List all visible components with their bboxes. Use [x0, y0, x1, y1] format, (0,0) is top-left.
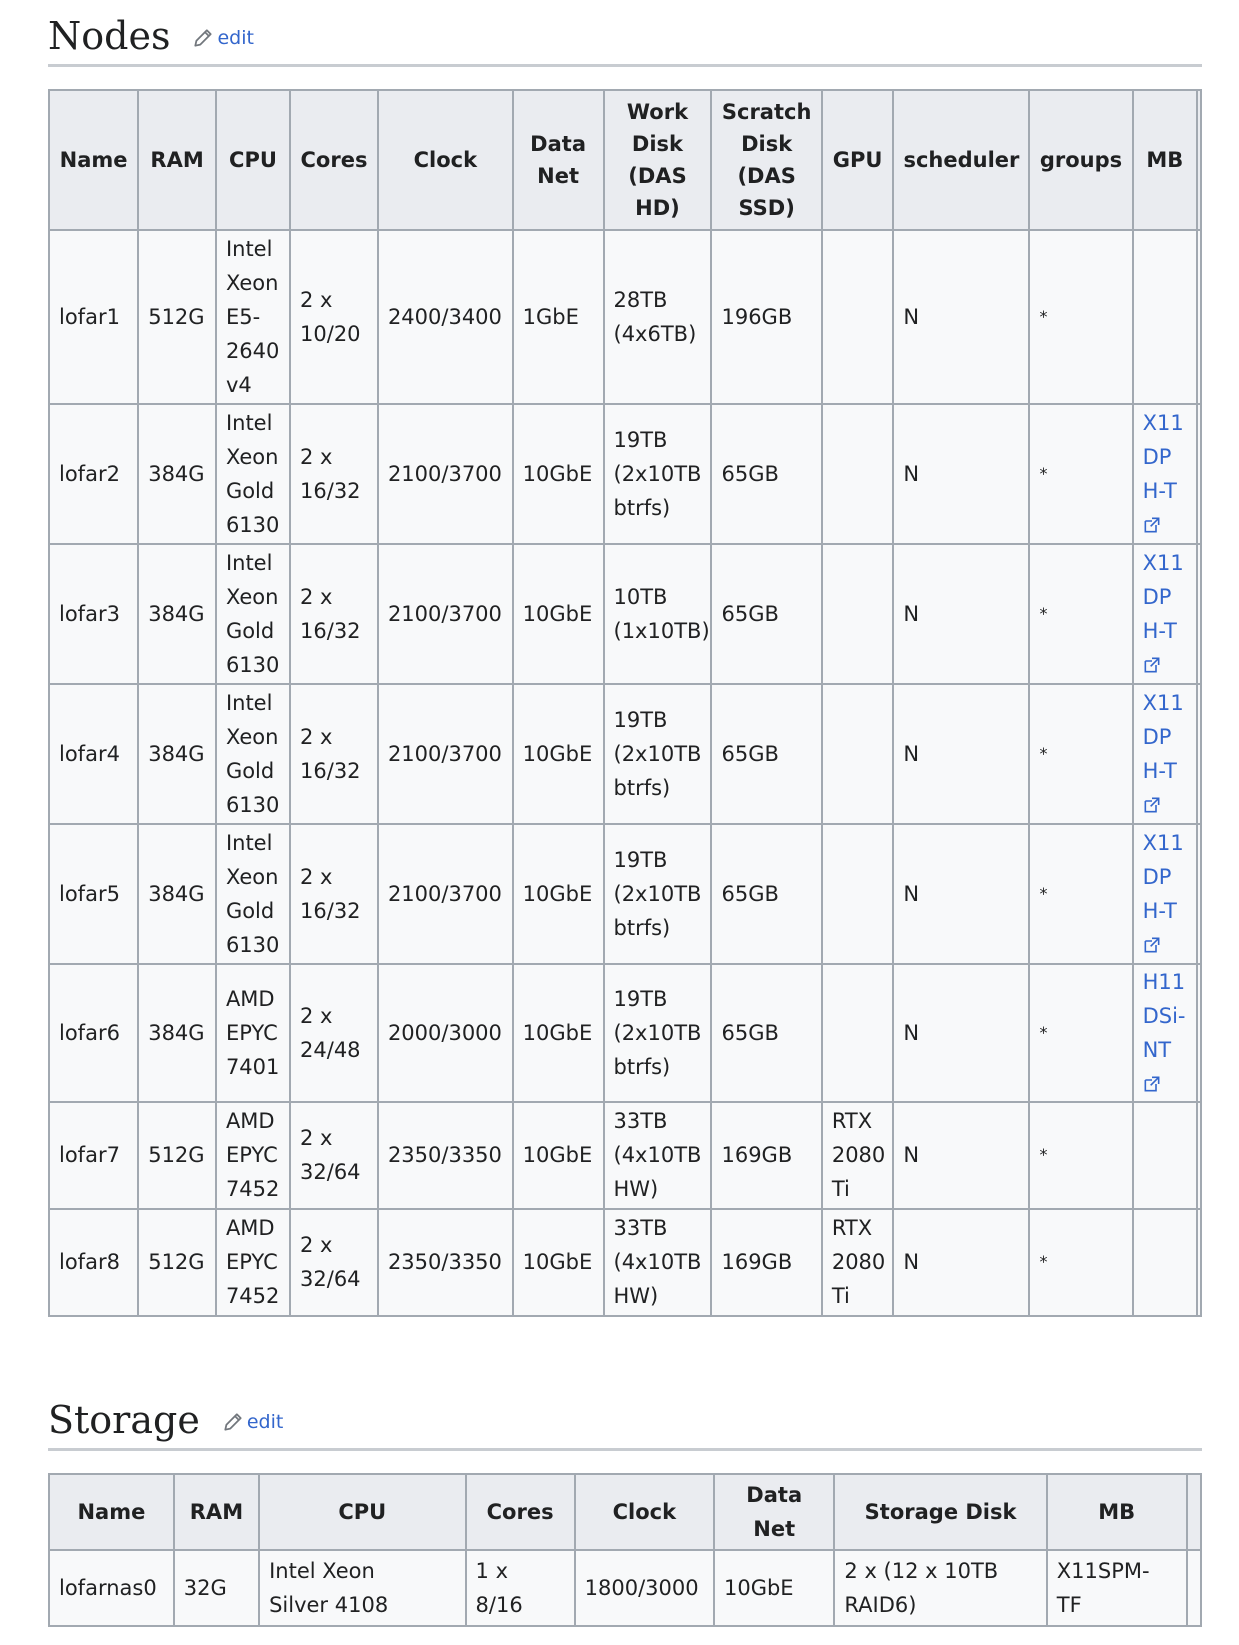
node-cell-scheduler: [893, 404, 1029, 544]
node-cell-net: [513, 824, 604, 964]
external-link-icon: [1144, 797, 1160, 813]
node-cell-cores: [290, 1209, 378, 1316]
node-cell-gpu: [822, 684, 894, 824]
nodes-col-groups: groups: [1029, 90, 1132, 230]
storage-title: Storage: [48, 1398, 200, 1442]
storage-cell-clock: [575, 1550, 714, 1626]
node-cell-scratch: [711, 544, 821, 684]
node-value-net: 1GbE: [522, 304, 579, 329]
nodes-col-ram: RAM: [138, 90, 216, 230]
nodes-col-data-net: Data Net: [513, 90, 604, 230]
nodes-col-extra: [1197, 90, 1201, 230]
node-cell-cpu: [216, 544, 290, 684]
node-cell-net: [513, 544, 604, 684]
node-value-scratch: 65GB: [721, 1020, 779, 1045]
storage-heading: [48, 1398, 1202, 1451]
node-value-name: lofar5: [59, 881, 120, 906]
node-value-ram: 512G: [148, 1143, 205, 1168]
storage-edit-link[interactable]: [222, 1411, 283, 1433]
node-cell-mb: [1133, 1102, 1198, 1209]
storage-col-extra: [1187, 1474, 1201, 1550]
node-value-ram: 384G: [148, 741, 205, 766]
node-cell-groups: [1029, 1209, 1132, 1316]
node-cell-mb: [1133, 544, 1198, 684]
storage-col-clock: Clock: [575, 1474, 714, 1550]
node-cell-scratch: [711, 230, 821, 404]
storage-value-mb: X11SPM-TF: [1056, 1558, 1150, 1617]
node-value-name: lofar7: [59, 1143, 120, 1168]
node-value-work: 19TB (2x10TB btrfs): [613, 847, 702, 940]
node-cell-scratch: [711, 1209, 821, 1316]
node-cell-groups: [1029, 684, 1132, 824]
node-cell-name: [49, 1209, 138, 1316]
node-cell-name: [49, 404, 138, 544]
node-value-cores: 2 x 16/32: [300, 584, 361, 643]
storage-row: [49, 1550, 1201, 1626]
storage-col-name: Name: [49, 1474, 174, 1550]
storage-cell-mb: [1047, 1550, 1187, 1626]
node-cell-groups: [1029, 404, 1132, 544]
node-cell-gpu: [822, 230, 894, 404]
node-cell-gpu: [822, 544, 894, 684]
node-row: [49, 684, 1201, 824]
node-cell-extra: [1197, 1209, 1201, 1316]
node-cell-scratch: [711, 404, 821, 544]
nodes-col-scratch-disk-das-ssd: Scratch Disk (DAS SSD): [711, 90, 821, 230]
storage-cell-ram: [174, 1550, 259, 1626]
node-value-scratch: 65GB: [721, 741, 779, 766]
node-row: [49, 1209, 1201, 1316]
node-cell-cores: [290, 404, 378, 544]
node-cell-ram: [138, 824, 216, 964]
nodes-edit-link[interactable]: [192, 27, 253, 49]
node-value-cpu: AMD EPYC 7452: [225, 1216, 280, 1309]
node-cell-cores: [290, 684, 378, 824]
storage-edit-label: edit: [246, 1411, 284, 1433]
node-value-net: 10GbE: [522, 741, 593, 766]
node-cell-work: [604, 824, 712, 964]
node-value-scheduler: N: [903, 1143, 920, 1168]
node-cell-cores: [290, 230, 378, 404]
node-row: [49, 824, 1201, 964]
node-cell-gpu: [822, 404, 894, 544]
node-cell-clock: [378, 1209, 513, 1316]
node-cell-mb: [1133, 404, 1198, 544]
node-cell-mb: [1133, 1209, 1198, 1316]
nodes-col-clock: Clock: [378, 90, 513, 230]
node-cell-work: [604, 684, 712, 824]
node-cell-cpu: [216, 684, 290, 824]
nodes-col-gpu: GPU: [822, 90, 894, 230]
node-value-ram: 384G: [148, 881, 205, 906]
node-cell-scratch: [711, 1102, 821, 1209]
node-value-cpu: Intel Xeon Gold 6130: [225, 410, 280, 537]
node-cell-groups: [1029, 544, 1132, 684]
node-cell-work: [604, 1209, 712, 1316]
node-value-cores: 2 x 32/64: [300, 1126, 361, 1185]
pencil-icon: [192, 27, 214, 49]
node-cell-cpu: [216, 1102, 290, 1209]
node-value-groups: *: [1039, 883, 1048, 903]
nodes-table: [48, 89, 1202, 1317]
node-value-groups: *: [1039, 1022, 1048, 1042]
nodes-col-scheduler: scheduler: [893, 90, 1029, 230]
node-cell-mb: [1133, 230, 1198, 404]
node-cell-ram: [138, 404, 216, 544]
storage-section: [48, 1398, 1202, 1627]
external-link-icon: [1144, 517, 1160, 533]
mb-link[interactable]: [1143, 691, 1184, 817]
node-cell-scheduler: [893, 1102, 1029, 1209]
node-value-groups: *: [1039, 1252, 1048, 1272]
storage-col-cpu: CPU: [259, 1474, 465, 1550]
node-row: [49, 230, 1201, 404]
node-value-gpu: RTX 2080 Ti: [831, 1109, 886, 1202]
storage-cell-disk: [834, 1550, 1046, 1626]
node-cell-scheduler: [893, 824, 1029, 964]
node-cell-cpu: [216, 404, 290, 544]
node-value-name: lofar8: [59, 1250, 120, 1275]
node-value-cpu: AMD EPYC 7452: [225, 1109, 280, 1202]
node-row: [49, 544, 1201, 684]
node-cell-cpu: [216, 1209, 290, 1316]
mb-link-text: X11DPH-T: [1142, 830, 1184, 923]
node-value-clock: 2350/3350: [387, 1143, 502, 1168]
node-value-work: 10TB (1x10TB): [613, 584, 710, 643]
node-value-groups: *: [1039, 306, 1048, 326]
node-cell-net: [513, 964, 604, 1102]
node-value-scheduler: N: [903, 1250, 920, 1275]
node-cell-cores: [290, 824, 378, 964]
mb-link[interactable]: [1143, 831, 1184, 957]
node-cell-name: [49, 964, 138, 1102]
node-cell-ram: [138, 544, 216, 684]
mb-link-text: H11DSi-NT: [1142, 969, 1186, 1062]
node-cell-scheduler: [893, 684, 1029, 824]
pencil-icon: [222, 1411, 244, 1433]
node-value-scratch: 169GB: [721, 1250, 793, 1275]
node-value-clock: 2100/3700: [387, 881, 502, 906]
node-cell-name: [49, 824, 138, 964]
external-link-icon: [1144, 1076, 1160, 1092]
node-value-work: 33TB (4x10TB HW): [613, 1109, 702, 1202]
storage-value-disk: 2 x (12 x 10TB RAID6): [844, 1558, 999, 1617]
node-value-cpu: Intel Xeon Gold 6130: [225, 830, 280, 957]
node-cell-groups: [1029, 230, 1132, 404]
nodes-col-work-disk-das-hd: Work Disk (DAS HD): [604, 90, 712, 230]
mb-link-text: X11DPH-T: [1142, 550, 1184, 643]
node-value-clock: 2350/3350: [387, 1250, 502, 1275]
node-value-cores: 2 x 16/32: [300, 864, 361, 923]
node-value-cpu: Intel Xeon E5-2640 v4: [225, 236, 280, 397]
storage-table: [48, 1473, 1202, 1627]
external-link-icon: [1144, 657, 1160, 673]
node-value-name: lofar1: [59, 304, 120, 329]
storage-cell-extra: [1187, 1550, 1201, 1626]
node-cell-work: [604, 544, 712, 684]
node-cell-clock: [378, 684, 513, 824]
node-cell-groups: [1029, 964, 1132, 1102]
node-value-groups: *: [1039, 603, 1048, 623]
node-value-work: 19TB (2x10TB btrfs): [613, 986, 702, 1079]
storage-cell-cores: [466, 1550, 575, 1626]
node-cell-scheduler: [893, 964, 1029, 1102]
storage-cell-cpu: [259, 1550, 465, 1626]
node-cell-gpu: [822, 1209, 894, 1316]
node-cell-work: [604, 404, 712, 544]
nodes-section: [48, 14, 1202, 1317]
nodes-header-row: [49, 90, 1201, 230]
node-value-net: 10GbE: [522, 1143, 593, 1168]
storage-value-clock: 1800/3000: [584, 1575, 699, 1600]
node-cell-groups: [1029, 824, 1132, 964]
nodes-col-cores: Cores: [290, 90, 378, 230]
node-value-clock: 2000/3000: [387, 1020, 502, 1045]
node-value-work: 19TB (2x10TB btrfs): [613, 707, 702, 800]
node-value-clock: 2400/3400: [387, 304, 502, 329]
node-cell-net: [513, 404, 604, 544]
node-value-scheduler: N: [903, 304, 920, 329]
node-row: [49, 964, 1201, 1102]
node-value-groups: *: [1039, 743, 1048, 763]
node-cell-ram: [138, 684, 216, 824]
storage-col-cores: Cores: [466, 1474, 575, 1550]
node-value-cpu: AMD EPYC 7401: [225, 986, 280, 1079]
node-value-cores: 2 x 16/32: [300, 444, 361, 503]
node-cell-cpu: [216, 824, 290, 964]
node-cell-name: [49, 1102, 138, 1209]
nodes-title: Nodes: [48, 14, 171, 58]
node-value-net: 10GbE: [522, 881, 593, 906]
node-cell-clock: [378, 230, 513, 404]
storage-cell-net: [714, 1550, 834, 1626]
node-cell-scratch: [711, 684, 821, 824]
node-value-ram: 384G: [148, 1020, 205, 1045]
node-value-name: lofar2: [59, 461, 120, 486]
node-value-net: 10GbE: [522, 461, 593, 486]
node-cell-clock: [378, 964, 513, 1102]
mb-link[interactable]: [1143, 970, 1186, 1096]
node-value-scheduler: N: [903, 461, 920, 486]
node-value-scratch: 169GB: [721, 1143, 793, 1168]
node-cell-extra: [1197, 964, 1201, 1102]
node-cell-scratch: [711, 824, 821, 964]
storage-value-name: lofarnas0: [59, 1575, 157, 1600]
node-value-groups: *: [1039, 1145, 1048, 1165]
node-value-name: lofar3: [59, 601, 120, 626]
node-value-net: 10GbE: [522, 601, 593, 626]
node-cell-extra: [1197, 230, 1201, 404]
node-value-cores: 2 x 24/48: [300, 1003, 361, 1062]
node-value-groups: *: [1039, 463, 1048, 483]
storage-value-cpu: Intel Xeon Silver 4108: [269, 1558, 389, 1617]
node-cell-cores: [290, 1102, 378, 1209]
node-value-scratch: 65GB: [721, 461, 779, 486]
nodes-heading: [48, 14, 1202, 67]
node-cell-name: [49, 544, 138, 684]
node-cell-groups: [1029, 1102, 1132, 1209]
node-value-scheduler: N: [903, 1020, 920, 1045]
storage-col-data-net: Data Net: [714, 1474, 834, 1550]
node-cell-net: [513, 684, 604, 824]
nodes-col-mb: MB: [1133, 90, 1198, 230]
node-value-cores: 2 x 32/64: [300, 1233, 361, 1292]
node-value-net: 10GbE: [522, 1020, 593, 1045]
external-link-icon: [1144, 937, 1160, 953]
mb-link[interactable]: [1143, 551, 1184, 677]
node-value-scratch: 196GB: [721, 304, 793, 329]
storage-col-ram: RAM: [174, 1474, 259, 1550]
node-cell-name: [49, 230, 138, 404]
node-value-clock: 2100/3700: [387, 741, 502, 766]
node-value-name: lofar6: [59, 1020, 120, 1045]
node-cell-cpu: [216, 964, 290, 1102]
node-cell-ram: [138, 230, 216, 404]
node-value-name: lofar4: [59, 741, 120, 766]
node-value-net: 10GbE: [522, 1250, 593, 1275]
node-cell-mb: [1133, 824, 1198, 964]
nodes-col-cpu: CPU: [216, 90, 290, 230]
node-value-scheduler: N: [903, 881, 920, 906]
node-cell-extra: [1197, 684, 1201, 824]
node-cell-name: [49, 684, 138, 824]
storage-value-ram: 32G: [183, 1575, 227, 1600]
node-value-ram: 384G: [148, 601, 205, 626]
node-value-cores: 2 x 10/20: [300, 287, 361, 346]
node-value-scheduler: N: [903, 601, 920, 626]
mb-link-text: X11DPH-T: [1142, 690, 1184, 783]
node-cell-mb: [1133, 684, 1198, 824]
storage-cell-name: [49, 1550, 174, 1626]
nodes-col-name: Name: [49, 90, 138, 230]
node-cell-cores: [290, 964, 378, 1102]
node-cell-cpu: [216, 230, 290, 404]
storage-header-row: [49, 1474, 1201, 1550]
node-value-ram: 512G: [148, 1250, 205, 1275]
node-cell-ram: [138, 1209, 216, 1316]
node-value-scratch: 65GB: [721, 881, 779, 906]
node-cell-extra: [1197, 404, 1201, 544]
node-cell-clock: [378, 824, 513, 964]
node-value-work: 19TB (2x10TB btrfs): [613, 427, 702, 520]
node-value-clock: 2100/3700: [387, 461, 502, 486]
node-cell-ram: [138, 964, 216, 1102]
node-value-ram: 512G: [148, 304, 205, 329]
node-cell-clock: [378, 404, 513, 544]
node-cell-extra: [1197, 544, 1201, 684]
node-cell-net: [513, 1209, 604, 1316]
node-cell-clock: [378, 544, 513, 684]
node-cell-net: [513, 1102, 604, 1209]
storage-value-cores: 1 x 8/16: [475, 1558, 523, 1617]
node-cell-scheduler: [893, 230, 1029, 404]
node-value-clock: 2100/3700: [387, 601, 502, 626]
node-cell-extra: [1197, 824, 1201, 964]
node-cell-gpu: [822, 964, 894, 1102]
nodes-edit-label: edit: [217, 27, 254, 49]
node-row: [49, 404, 1201, 544]
node-cell-gpu: [822, 824, 894, 964]
storage-col-storage-disk: Storage Disk: [834, 1474, 1046, 1550]
node-value-scheduler: N: [903, 741, 920, 766]
node-row: [49, 1102, 1201, 1209]
node-cell-work: [604, 230, 712, 404]
node-value-cpu: Intel Xeon Gold 6130: [225, 690, 280, 817]
node-cell-gpu: [822, 1102, 894, 1209]
node-cell-ram: [138, 1102, 216, 1209]
storage-value-net: 10GbE: [723, 1575, 794, 1600]
node-cell-cores: [290, 544, 378, 684]
storage-col-mb: MB: [1047, 1474, 1187, 1550]
node-cell-net: [513, 230, 604, 404]
node-value-ram: 384G: [148, 461, 205, 486]
node-cell-scheduler: [893, 1209, 1029, 1316]
node-cell-scheduler: [893, 544, 1029, 684]
node-cell-clock: [378, 1102, 513, 1209]
node-cell-work: [604, 964, 712, 1102]
node-value-work: 33TB (4x10TB HW): [613, 1216, 702, 1309]
node-cell-extra: [1197, 1102, 1201, 1209]
node-value-work: 28TB (4x6TB): [613, 287, 697, 346]
node-value-gpu: RTX 2080 Ti: [831, 1216, 886, 1309]
node-cell-work: [604, 1102, 712, 1209]
node-cell-mb: [1133, 964, 1198, 1102]
node-value-cores: 2 x 16/32: [300, 724, 361, 783]
mb-link-text: X11DPH-T: [1142, 410, 1184, 503]
mb-link[interactable]: [1143, 411, 1184, 537]
node-cell-scratch: [711, 964, 821, 1102]
node-value-scratch: 65GB: [721, 601, 779, 626]
node-value-cpu: Intel Xeon Gold 6130: [225, 550, 280, 677]
